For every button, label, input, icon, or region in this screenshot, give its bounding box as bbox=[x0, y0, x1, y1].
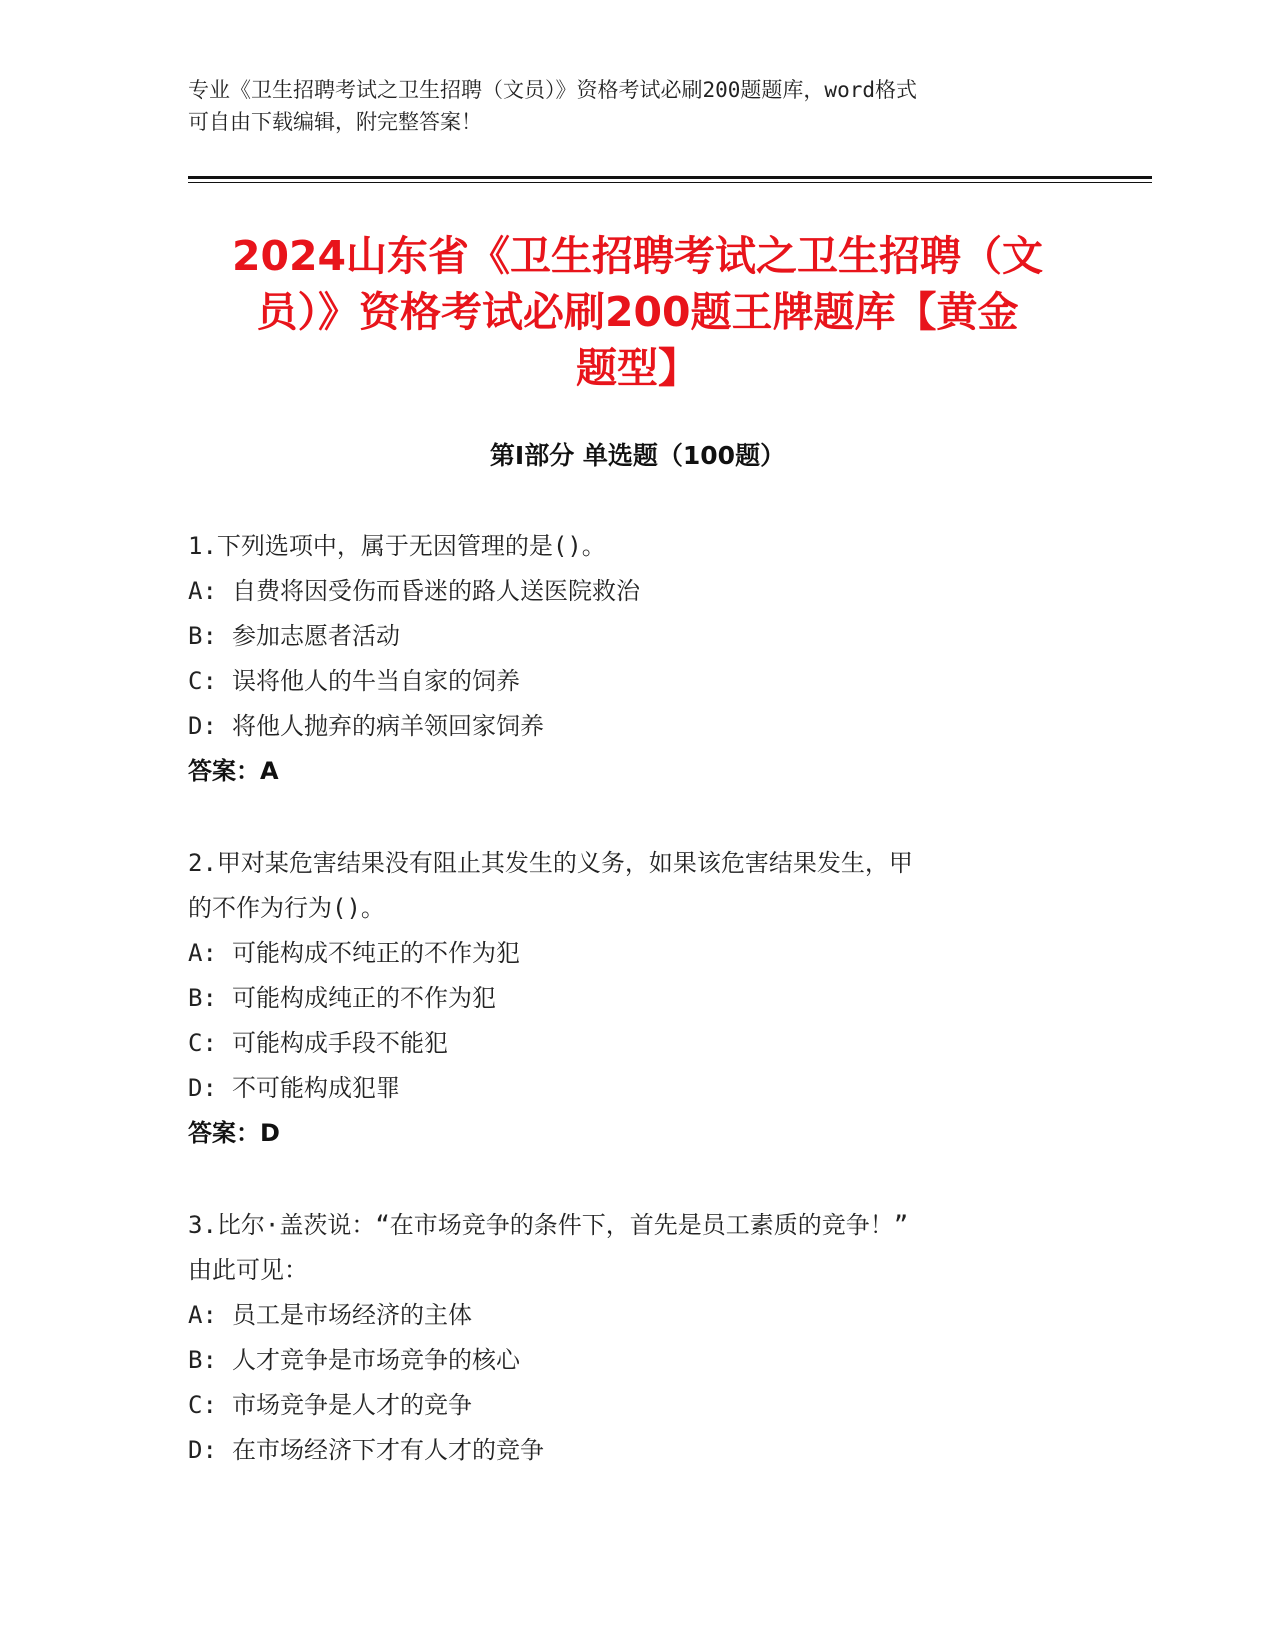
option-text: 将他人抛弃的病羊领回家饲养 bbox=[232, 712, 544, 740]
option-text: 员工是市场经济的主体 bbox=[232, 1301, 472, 1329]
question-stem: 3.比尔·盖茨说：“在市场竞争的条件下，首先是员工素质的竞争！” bbox=[188, 1211, 909, 1239]
option-d bbox=[188, 1066, 1068, 1111]
header-divider-thin bbox=[188, 182, 1152, 183]
option-label: A: bbox=[188, 1301, 217, 1329]
option-label: A: bbox=[188, 939, 217, 967]
option-label: B: bbox=[188, 984, 217, 1012]
option-label: D: bbox=[188, 712, 217, 740]
option-text: 可能构成不纯正的不作为犯 bbox=[232, 939, 520, 967]
question-item bbox=[188, 841, 1068, 1156]
question-item bbox=[188, 1203, 1068, 1473]
option-label: B: bbox=[188, 1346, 217, 1374]
question-stem-continued: 由此可见： bbox=[188, 1256, 308, 1284]
section-heading: 第Ⅰ部分 单选题（100题） bbox=[489, 441, 786, 470]
option-text: 不可能构成犯罪 bbox=[232, 1074, 400, 1102]
option-text: 误将他人的牛当自家的饲养 bbox=[232, 667, 520, 695]
option-a bbox=[188, 1293, 1068, 1338]
option-label: A: bbox=[188, 577, 217, 605]
answer-prefix: 答案： bbox=[188, 1119, 260, 1147]
document-header-note bbox=[188, 74, 1068, 138]
answer-line bbox=[188, 749, 1068, 794]
option-text: 人才竞争是市场竞争的核心 bbox=[232, 1346, 520, 1374]
option-text: 市场竞争是人才的竞争 bbox=[232, 1391, 472, 1419]
option-label: C: bbox=[188, 1391, 217, 1419]
option-b bbox=[188, 976, 1068, 1021]
document-title bbox=[150, 228, 1125, 396]
answer-line bbox=[188, 1111, 1068, 1156]
header-note-line: 专业《卫生招聘考试之卫生招聘（文员）》资格考试必刷200题题库，word格式 bbox=[188, 78, 917, 102]
header-divider-thick bbox=[188, 176, 1152, 179]
option-c bbox=[188, 659, 1068, 704]
title-line: 题型】 bbox=[576, 344, 699, 392]
answer-value: A bbox=[260, 757, 279, 785]
option-a bbox=[188, 569, 1068, 614]
option-c bbox=[188, 1383, 1068, 1428]
option-d bbox=[188, 1428, 1068, 1473]
question-stem: 2.甲对某危害结果没有阻止其发生的义务，如果该危害结果发生，甲 bbox=[188, 849, 913, 877]
option-label: B: bbox=[188, 622, 217, 650]
option-label: D: bbox=[188, 1074, 217, 1102]
option-text: 可能构成手段不能犯 bbox=[232, 1029, 448, 1057]
option-text: 可能构成纯正的不作为犯 bbox=[232, 984, 496, 1012]
option-b bbox=[188, 1338, 1068, 1383]
option-label: C: bbox=[188, 667, 217, 695]
option-text: 在市场经济下才有人才的竞争 bbox=[232, 1436, 544, 1464]
title-line: 2024山东省《卫生招聘考试之卫生招聘（文 bbox=[231, 232, 1044, 280]
title-line: 员）》资格考试必刷200题王牌题库【黄金 bbox=[256, 288, 1019, 336]
question-list bbox=[188, 524, 1068, 1520]
option-d bbox=[188, 704, 1068, 749]
option-c bbox=[188, 1021, 1068, 1066]
answer-prefix: 答案： bbox=[188, 757, 260, 785]
question-stem-continued: 的不作为行为()。 bbox=[188, 894, 385, 922]
option-b bbox=[188, 614, 1068, 659]
answer-value: D bbox=[260, 1119, 280, 1147]
header-note-line: 可自由下载编辑，附完整答案！ bbox=[188, 110, 482, 134]
question-item bbox=[188, 524, 1068, 794]
option-label: C: bbox=[188, 1029, 217, 1057]
option-text: 自费将因受伤而昏迷的路人送医院救治 bbox=[232, 577, 640, 605]
option-a bbox=[188, 931, 1068, 976]
question-stem: 1.下列选项中，属于无因管理的是()。 bbox=[188, 532, 606, 560]
option-text: 参加志愿者活动 bbox=[232, 622, 400, 650]
option-label: D: bbox=[188, 1436, 217, 1464]
